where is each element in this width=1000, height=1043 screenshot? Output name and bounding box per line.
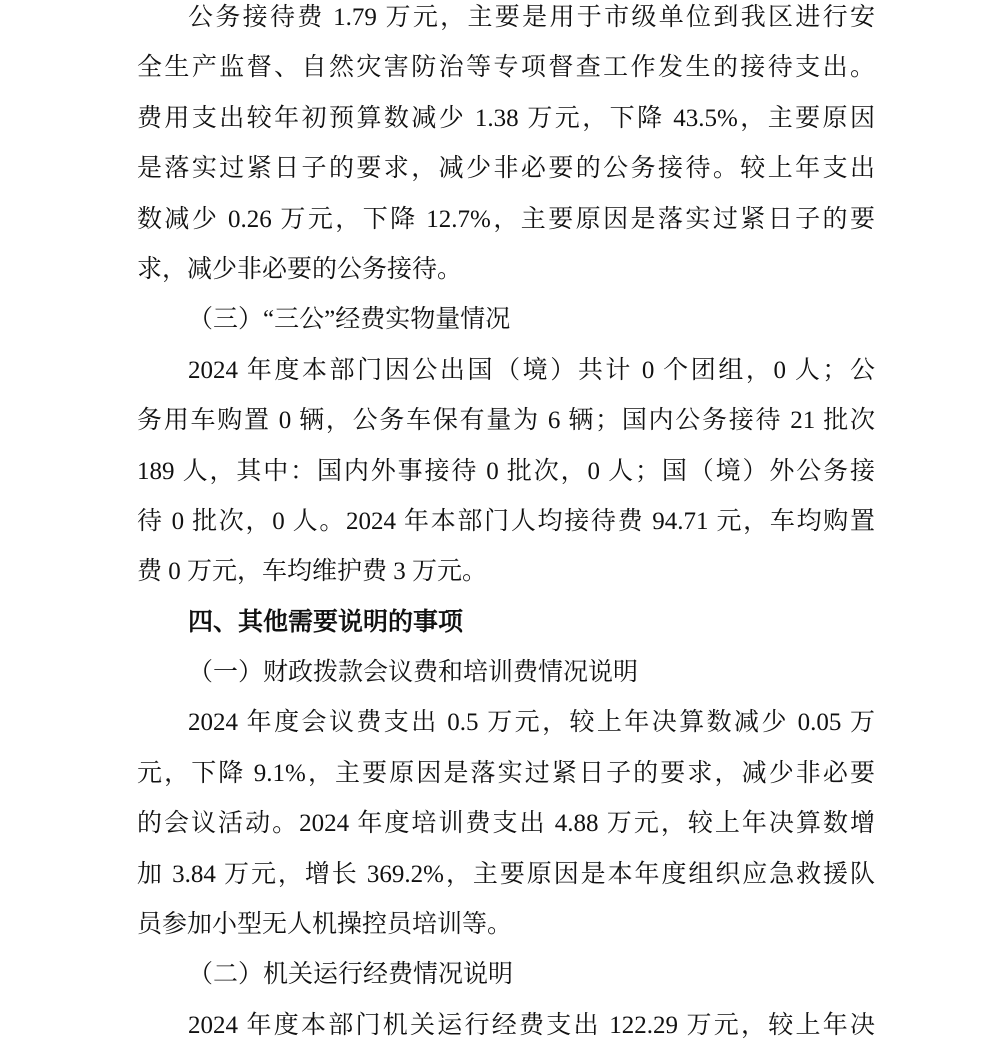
subheading-operating-expenses: （二）机关运行经费情况说明 xyxy=(188,961,514,989)
text-line: 2024 年度会议费支出 0.5 万元，较上年决算数减少 0.05 万 xyxy=(188,709,875,737)
text-line: 费用支出较年初预算数减少 1.38 万元，下降 43.5%，主要原因 xyxy=(137,104,875,132)
text-line: 加 3.84 万元，增长 369.2%，主要原因是本年度组织应急救援队 xyxy=(137,860,875,888)
text-line: 求，减少非必要的公务接待。 xyxy=(137,255,463,283)
text-line: 2024 年度本部门因公出国（境）共计 0 个团组，0 人；公 xyxy=(188,356,875,384)
text-line: 元，下降 9.1%，主要原因是落实过紧日子的要求，减少非必要 xyxy=(137,759,875,787)
paragraph-physical-quantities xyxy=(137,356,875,588)
document-page xyxy=(137,3,875,1041)
text-line: 2024 年度本部门机关运行经费支出 122.29 万元，较上年决 xyxy=(188,1011,875,1039)
subheading-three-public-physical: （三）“三公”经费实物量情况 xyxy=(188,306,511,334)
text-line: 全生产监督、自然灾害防治等专项督查工作发生的接待支出。 xyxy=(137,54,875,82)
paragraph-reception-expenses xyxy=(137,3,875,285)
paragraph-operating-expenses xyxy=(137,1011,875,1041)
subheading-meeting-training-fees: （一）财政拨款会议费和培训费情况说明 xyxy=(188,659,639,687)
text-line: 费 0 万元，车均维护费 3 万元。 xyxy=(137,558,488,586)
text-line: 的会议活动。2024 年度培训费支出 4.88 万元，较上年决算数增 xyxy=(137,810,875,838)
paragraph-meeting-training-fees xyxy=(137,708,875,940)
text-line: 数减少 0.26 万元，下降 12.7%，主要原因是落实过紧日子的要 xyxy=(137,205,875,233)
text-line: 员参加小型无人机操控员培训等。 xyxy=(137,911,513,939)
text-line: 务用车购置 0 辆，公务车保有量为 6 辆；国内公务接待 21 批次 xyxy=(137,407,875,435)
text-line: 是落实过紧日子的要求，减少非必要的公务接待。较上年支出 xyxy=(137,155,875,183)
section-heading-other-matters: 四、其他需要说明的事项 xyxy=(188,608,464,636)
text-line: 189 人，其中：国内外事接待 0 批次，0 人；国（境）外公务接 xyxy=(137,457,875,485)
text-line: 待 0 批次，0 人。2024 年本部门人均接待费 94.71 元，车均购置 xyxy=(137,507,875,535)
text-line: 公务接待费 1.79 万元，主要是用于市级单位到我区进行安 xyxy=(188,4,875,31)
